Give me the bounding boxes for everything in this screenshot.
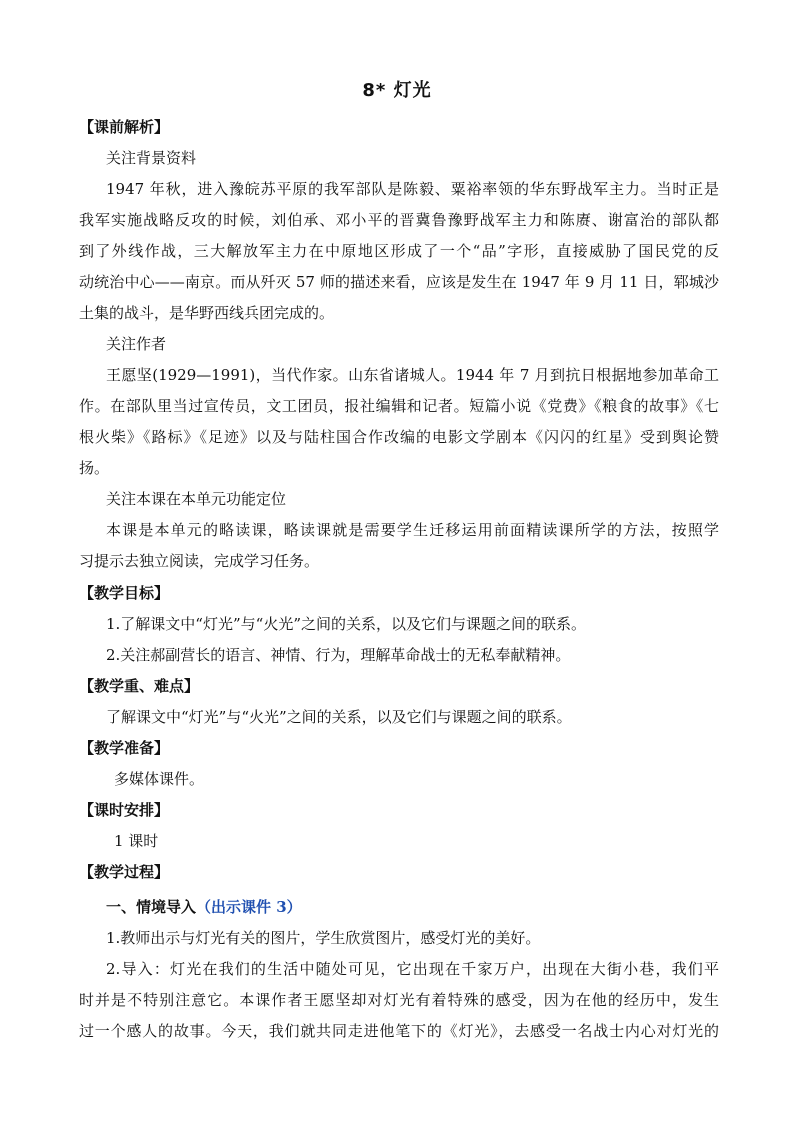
section-heading-process: 【教学过程】 xyxy=(79,863,170,881)
paragraph-line: 习提示去独立阅读，完成学习任务。 xyxy=(79,552,320,570)
section-heading-schedule: 【课时安排】 xyxy=(79,801,170,819)
subheading-position: 关注本课在本单元功能定位 xyxy=(106,490,287,508)
paragraph-line: 2.导入：灯光在我们的生活中随处可见，它出现在千家万户，出现在大街小巷，我们平 xyxy=(106,960,719,978)
paragraph-line: 动统治中心——南京。而从歼灭 57 师的描述来看，应该是发生在 1947 年 9 月 11 日，郓城沙 xyxy=(79,273,719,291)
section-heading-prep: 【教学准备】 xyxy=(79,739,170,757)
page-title: 8* 灯光 xyxy=(362,80,432,101)
goal-item: 2.关注郝副营长的语言、神情、行为，理解革命战士的无私奉献精神。 xyxy=(106,646,571,664)
paragraph-line: 土集的战斗，是华野西线兵团完成的。 xyxy=(79,304,335,322)
courseware-hint: （出示课件 3） xyxy=(196,898,302,916)
process-step-title xyxy=(106,897,719,917)
paragraph-line: 1947 年秋，进入豫皖苏平原的我军部队是陈毅、粟裕率领的华东野战军主力。当时正是 xyxy=(106,180,719,198)
paragraph-line: 过一个感人的故事。今天，我们就共同走进他笔下的《灯光》，去感受一名战士内心对灯光的 xyxy=(79,1022,719,1040)
paragraph-line: 扬。 xyxy=(79,459,110,477)
paragraph-line: 我军实施战略反攻的时候，刘伯承、邓小平的晋冀鲁豫野战军主力和陈赓、谢富治的部队都 xyxy=(79,211,719,229)
section-heading-goals: 【教学目标】 xyxy=(79,584,170,602)
paragraph-line: 1.教师出示与灯光有关的图片，学生欣赏图片，感受灯光的美好。 xyxy=(106,929,541,947)
section-heading-pre-analysis: 【课前解析】 xyxy=(79,118,170,136)
schedule-text: 1 课时 xyxy=(114,832,159,850)
paragraph-line: 根火柴》《路标》《足迹》以及与陆柱国合作改编的电影文学剧本《闪闪的红星》受到舆论赞 xyxy=(79,428,719,446)
paragraph-line: 到了外线作战，三大解放军主力在中原地区形成了一个“品”字形，直接威胁了国民党的反 xyxy=(79,242,719,260)
paragraph-line: 王愿坚(1929—1991)，当代作家。山东省诸城人。1944 年 7 月到抗日根据地参加革命工 xyxy=(106,366,719,384)
subheading-author: 关注作者 xyxy=(106,335,167,353)
subheading-background: 关注背景资料 xyxy=(106,149,197,167)
section-heading-key-points: 【教学重、难点】 xyxy=(79,677,200,695)
step-title-text: 一、情境导入 xyxy=(106,898,197,916)
paragraph-line: 作。在部队里当过宣传员，文工团员，报社编辑和记者。短篇小说《党费》《粮食的故事》《七 xyxy=(79,397,719,415)
prep-text: 多媒体课件。 xyxy=(114,770,205,788)
paragraph-line: 本课是本单元的略读课，略读课就是需要学生迁移运用前面精读课所学的方法，按照学 xyxy=(106,521,719,539)
key-points-text: 了解课文中“灯光”与“火光”之间的关系，以及它们与课题之间的联系。 xyxy=(106,708,572,726)
goal-item: 1.了解课文中“灯光”与“火光”之间的关系，以及它们与课题之间的联系。 xyxy=(106,615,586,633)
paragraph-line: 时并是不特别注意它。本课作者王愿坚却对灯光有着特殊的感受，因为在他的经历中，发生 xyxy=(79,991,719,1009)
